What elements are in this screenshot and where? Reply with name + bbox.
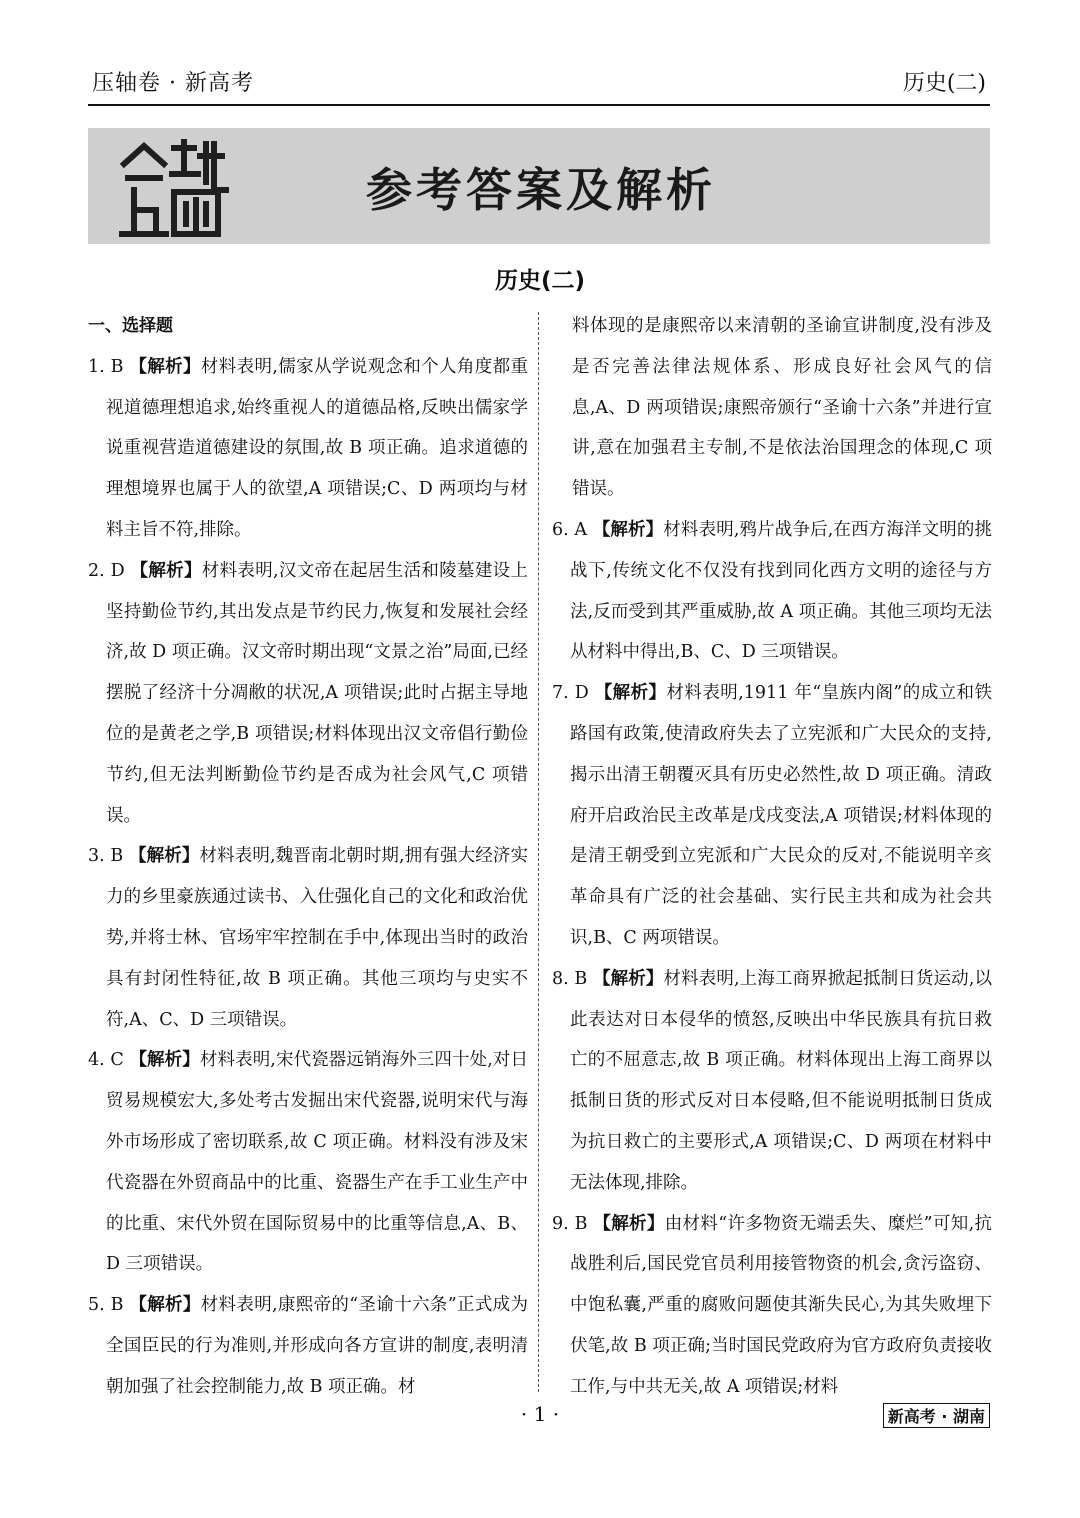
page-number: · 1 ·	[520, 1402, 560, 1426]
header-right-subject: 历史(二)	[902, 71, 986, 96]
subject-title: 历史(二)	[494, 268, 586, 294]
answer-item: 4. C 【解析】材料表明,宋代瓷器远销海外三四十处,对日贸易规模宏大,多处考古发掘出宋代瓷器,说明宋代与海外市场形成了密切联系,故 C 项正确。材料没有涉及宋代瓷器在外贸商品中的比重、瓷器生产在手工业生产中的比重、宋代外贸在国际贸易中的比重等信息,A、B、D 三项错误。	[88, 1050, 529, 1275]
answer-item: 5. B 【解析】材料表明,康熙帝的“圣谕十六条”正式成为全国臣民的行为准则,并形成向各方宣讲的制度,表明清朝加强了社会控制能力,故 B 项正确。材	[88, 1295, 528, 1397]
banner	[88, 128, 990, 244]
header-rule	[88, 104, 990, 106]
answer-item: 9. B 【解析】由材料“许多物资无端丢失、糜烂”可知,抗战胜利后,国民党官员利用接管物资的机会,贪污盗窃、中饱私囊,严重的腐败问题使其渐失民心,为其失败埋下伏笔,故 B 项正确;当时国民党政府为官方政府负责接收工作,与中共无关,故 A 项错误;材料	[552, 1213, 992, 1397]
answer-item: 3. B 【解析】材料表明,魏晋南北朝时期,拥有强大经济实力的乡里豪族通过读书、入仕强化自己的文化和政治优势,并将士林、官场牢牢控制在手中,体现出当时的政治具有封闭性特征,故 B 项正确。其他三项均与史实不符,A、C、D 三项错误。	[88, 846, 529, 1030]
seal-logo-icon	[114, 134, 232, 242]
answer-item: 8. B 【解析】材料表明,上海工商界掀起抵制日货运动,以此表达对日本侵华的愤怒,反映出中华民族具有抗日救亡的不屈意志,故 B 项正确。材料体现出上海工商界以抵制日货的形式反对日本侵略,但不能说明抵制日货成为抗日救亡的主要形式,A 项错误;C、D 两项在材料中无法体现,排除。	[552, 968, 993, 1193]
section-title: 一、选择题	[88, 316, 173, 336]
footer-badge: 新高考 · 湖南	[883, 1403, 990, 1428]
left-column	[88, 306, 528, 1408]
answer-item: 1. B 【解析】材料表明,儒家从学说观念和个人角度都重视道德理想追求,始终重视人的道德品格,反映出儒家学说重视营造道德建设的氛围,故 B 项正确。追求道德的理想境界也属于人的欲望,A 项错误;C、D 两项均与材料主旨不符,排除。	[88, 356, 529, 540]
answer-item: 6. A 【解析】材料表明,鸦片战争后,在西方海洋文明的挑战下,传统文化不仅没有找到同化西方文明的途径与方法,反而受到其严重威胁,故 A 项正确。其他三项均无法从材料中得出,B、C、D 三项错误。	[552, 519, 992, 663]
answer-item: 2. D 【解析】材料表明,汉文帝在起居生活和陵墓建设上坚持勤俭节约,其出发点是节约民力,恢复和发展社会经济,故 D 项正确。汉文帝时期出现“文景之治”局面,已经摆脱了经济十分凋敝的状况,A 项错误;此时占据主导地位的是黄老之学,B 项错误;材料体现出汉文帝倡行勤俭节约,但无法判断勤俭节约是否成为社会风气,C 项错误。	[88, 560, 528, 826]
column-divider	[538, 312, 539, 1392]
banner-title: 参考答案及解析	[366, 163, 716, 217]
header-left-title: 压轴卷 · 新高考	[92, 71, 254, 96]
answer-continuation: 料体现的是康熙帝以来清朝的圣谕宣讲制度,没有涉及是否完善法律法规体系、形成良好社会风气的信息,A、D 两项错误;康熙帝颁行“圣谕十六条”并进行宣讲,意在加强君主专制,不是依法治国理念的体现,C 项错误。	[572, 316, 992, 500]
answer-item: 7. D 【解析】材料表明,1911 年“皇族内阁”的成立和铁路国有政策,使清政府失去了立宪派和广大民众的支持,揭示出清王朝覆灭具有历史必然性,故 D 项正确。清政府开启政治民主改革是戊戌变法,A 项错误;材料体现的是清王朝受到立宪派和广大民众的反对,不能说明辛亥革命具有广泛的社会基础、实行民主共和成为社会共识,B、C 两项错误。	[552, 683, 992, 948]
right-column	[552, 306, 992, 1408]
